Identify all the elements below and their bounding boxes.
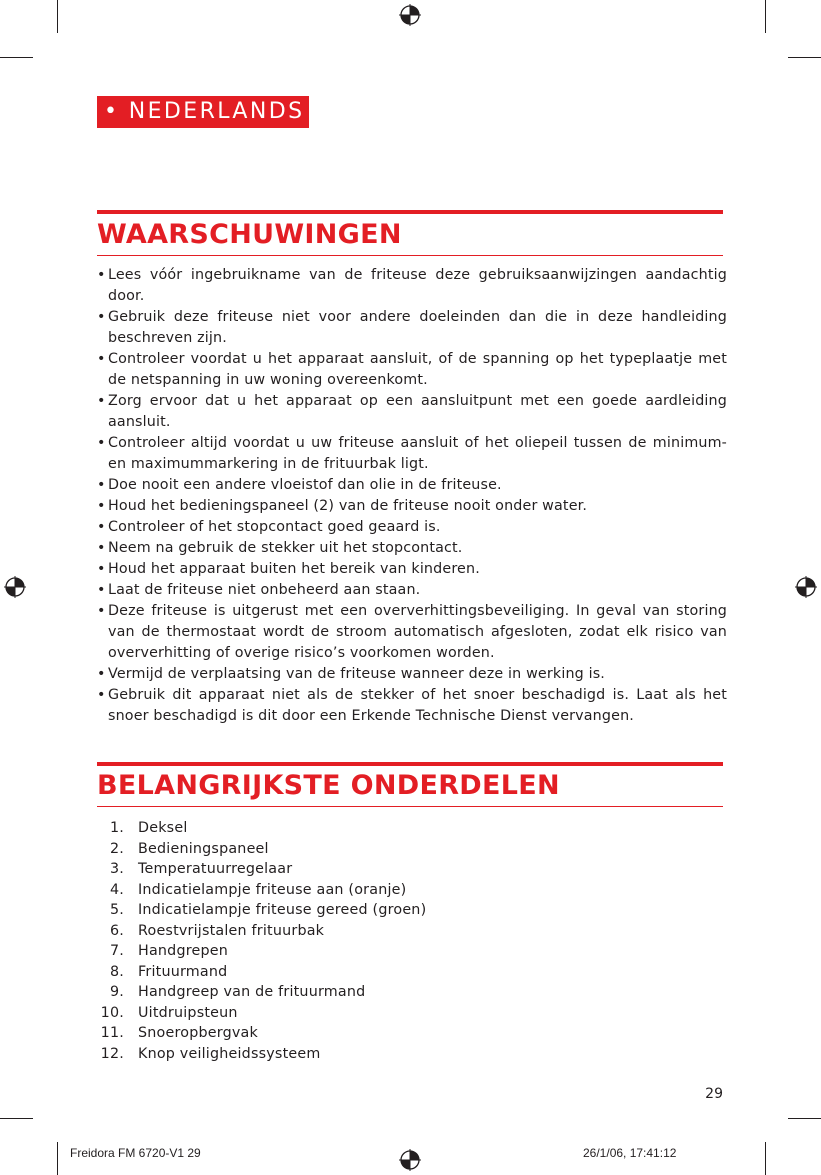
parts-list xyxy=(97,818,597,1064)
list-item xyxy=(97,433,727,475)
part-label: Knop veiligheidssysteem xyxy=(138,1045,321,1062)
list-item xyxy=(97,880,597,901)
list-item xyxy=(97,496,727,517)
page-number: 29 xyxy=(705,1086,723,1102)
registration-mark-icon xyxy=(399,1149,421,1171)
crop-mark xyxy=(788,1118,821,1119)
crop-mark xyxy=(0,1118,33,1119)
bullet: • xyxy=(97,603,106,619)
warning-text: Neem na gebruik de stekker uit het stopcontact. xyxy=(108,540,463,556)
bullet: • xyxy=(97,582,106,598)
part-label: Indicatielampje friteuse gereed (groen) xyxy=(138,902,427,918)
part-label: Roestvrijstalen frituurbak xyxy=(138,922,325,939)
item-number: 10. xyxy=(100,1004,124,1021)
bullet: • xyxy=(97,351,106,367)
warning-text: Controleer of het stopcontact goed geaard is. xyxy=(108,519,441,535)
section-rule xyxy=(97,210,723,214)
item-number: 11. xyxy=(100,1025,124,1041)
list-item xyxy=(97,1044,597,1065)
list-item xyxy=(97,475,727,496)
crop-mark xyxy=(765,0,766,33)
warning-text: Controleer voordat u het apparaat aansluit, of de spanning op het typeplaatje met de netspanning in uw woning overeenkomt. xyxy=(108,351,727,388)
warning-text: Zorg ervoor dat u het apparaat op een aansluitpunt met een goede aardleiding aansluit. xyxy=(108,393,727,430)
warning-text: Gebruik dit apparaat niet als de stekker of het snoer beschadigd is. Laat als het snoer beschadigd is dit door een Erkende Technische Dienst vervangen. xyxy=(108,687,727,724)
part-label: Frituurmand xyxy=(138,963,228,980)
bullet: • xyxy=(97,540,106,556)
warning-text: Controleer altijd voordat u uw friteuse aansluit of het oliepeil tussen de minimum- en maximummarkering in de frituurbak ligt. xyxy=(108,435,727,472)
part-label: Handgreep van de frituurmand xyxy=(138,984,366,1000)
list-item xyxy=(97,859,597,880)
bullet: • xyxy=(97,561,106,577)
list-item xyxy=(97,1023,597,1044)
list-item xyxy=(97,921,597,942)
item-number: 12. xyxy=(100,1045,124,1062)
list-item xyxy=(97,517,727,538)
part-label: Temperatuurregelaar xyxy=(138,861,293,877)
bullet: • xyxy=(97,519,106,535)
item-number: 5. xyxy=(109,902,124,918)
list-item xyxy=(97,664,727,685)
list-item xyxy=(97,391,727,433)
list-item xyxy=(97,538,727,559)
item-number: 4. xyxy=(109,881,124,898)
part-label: Snoeropbergvak xyxy=(138,1025,258,1041)
list-item xyxy=(97,349,727,391)
bullet: • xyxy=(97,267,106,283)
section-divider xyxy=(97,806,723,807)
warning-text: Gebruik deze friteuse niet voor andere doeleinden dan die in deze handleiding beschreven zijn. xyxy=(108,309,727,346)
bullet: • xyxy=(97,393,106,409)
part-label: Handgrepen xyxy=(138,943,229,959)
list-item xyxy=(97,982,597,1003)
part-label: Bedieningspaneel xyxy=(138,840,269,857)
parts-title: BELANGRIJKSTE ONDERDELEN xyxy=(97,770,560,801)
crop-mark xyxy=(0,57,33,58)
item-number: 2. xyxy=(109,840,124,857)
warning-text: Laat de friteuse niet onbeheerd aan staan. xyxy=(108,582,421,598)
list-item xyxy=(97,307,727,349)
warning-text: Lees vóór ingebruikname van de friteuse deze gebruiksaanwijzingen aandachtig door. xyxy=(108,267,727,304)
bullet: • xyxy=(97,477,106,493)
list-item xyxy=(97,265,727,307)
item-number: 9. xyxy=(109,984,124,1000)
item-number: 3. xyxy=(109,861,124,877)
crop-mark xyxy=(57,0,58,33)
registration-mark-icon xyxy=(4,576,26,598)
section-divider xyxy=(97,255,723,256)
print-slug-right: 26/1/06, 17:41:12 xyxy=(583,1146,677,1160)
warning-text: Vermijd de verplaatsing van de friteuse wanneer deze in werking is. xyxy=(108,666,605,682)
list-item xyxy=(97,900,597,921)
section-rule xyxy=(97,762,723,766)
list-item xyxy=(97,601,727,664)
list-item xyxy=(97,580,727,601)
warning-text: Houd het apparaat buiten het bereik van kinderen. xyxy=(108,561,480,577)
warning-text: Houd het bedieningspaneel (2) van de friteuse nooit onder water. xyxy=(108,498,588,514)
bullet: • xyxy=(97,435,106,451)
crop-mark xyxy=(765,1142,766,1175)
warnings-title: WAARSCHUWINGEN xyxy=(97,219,402,250)
registration-mark-icon xyxy=(399,4,421,26)
language-tab: • NEDERLANDS xyxy=(97,96,309,128)
list-item xyxy=(97,1003,597,1024)
list-item xyxy=(97,685,727,727)
crop-mark xyxy=(57,1142,58,1175)
registration-mark-icon xyxy=(795,576,817,598)
list-item xyxy=(97,818,597,839)
crop-mark xyxy=(788,57,821,58)
part-label: Indicatielampje friteuse aan (oranje) xyxy=(138,881,407,898)
bullet: • xyxy=(97,687,106,703)
warning-text: Doe nooit een andere vloeistof dan olie in de friteuse. xyxy=(108,477,502,493)
bullet: • xyxy=(97,666,106,682)
item-number: 7. xyxy=(109,943,124,959)
list-item xyxy=(97,559,727,580)
list-item xyxy=(97,962,597,983)
bullet: • xyxy=(97,309,106,325)
item-number: 1. xyxy=(109,820,124,836)
list-item xyxy=(97,839,597,860)
part-label: Uitdruipsteun xyxy=(138,1004,238,1021)
bullet: • xyxy=(97,498,106,514)
print-slug-left: Freidora FM 6720-V1 29 xyxy=(70,1146,201,1160)
item-number: 8. xyxy=(109,963,124,980)
list-item xyxy=(97,941,597,962)
warning-text: Deze friteuse is uitgerust met een oververhittingsbeveiliging. In geval van storing van de thermostaat wordt de stroom automatisch afgesloten, zodat elk risico van oververhitting of overige risico’s voorkomen worden. xyxy=(108,603,727,661)
warnings-list xyxy=(97,265,727,727)
item-number: 6. xyxy=(109,922,124,939)
part-label: Deksel xyxy=(138,820,188,836)
